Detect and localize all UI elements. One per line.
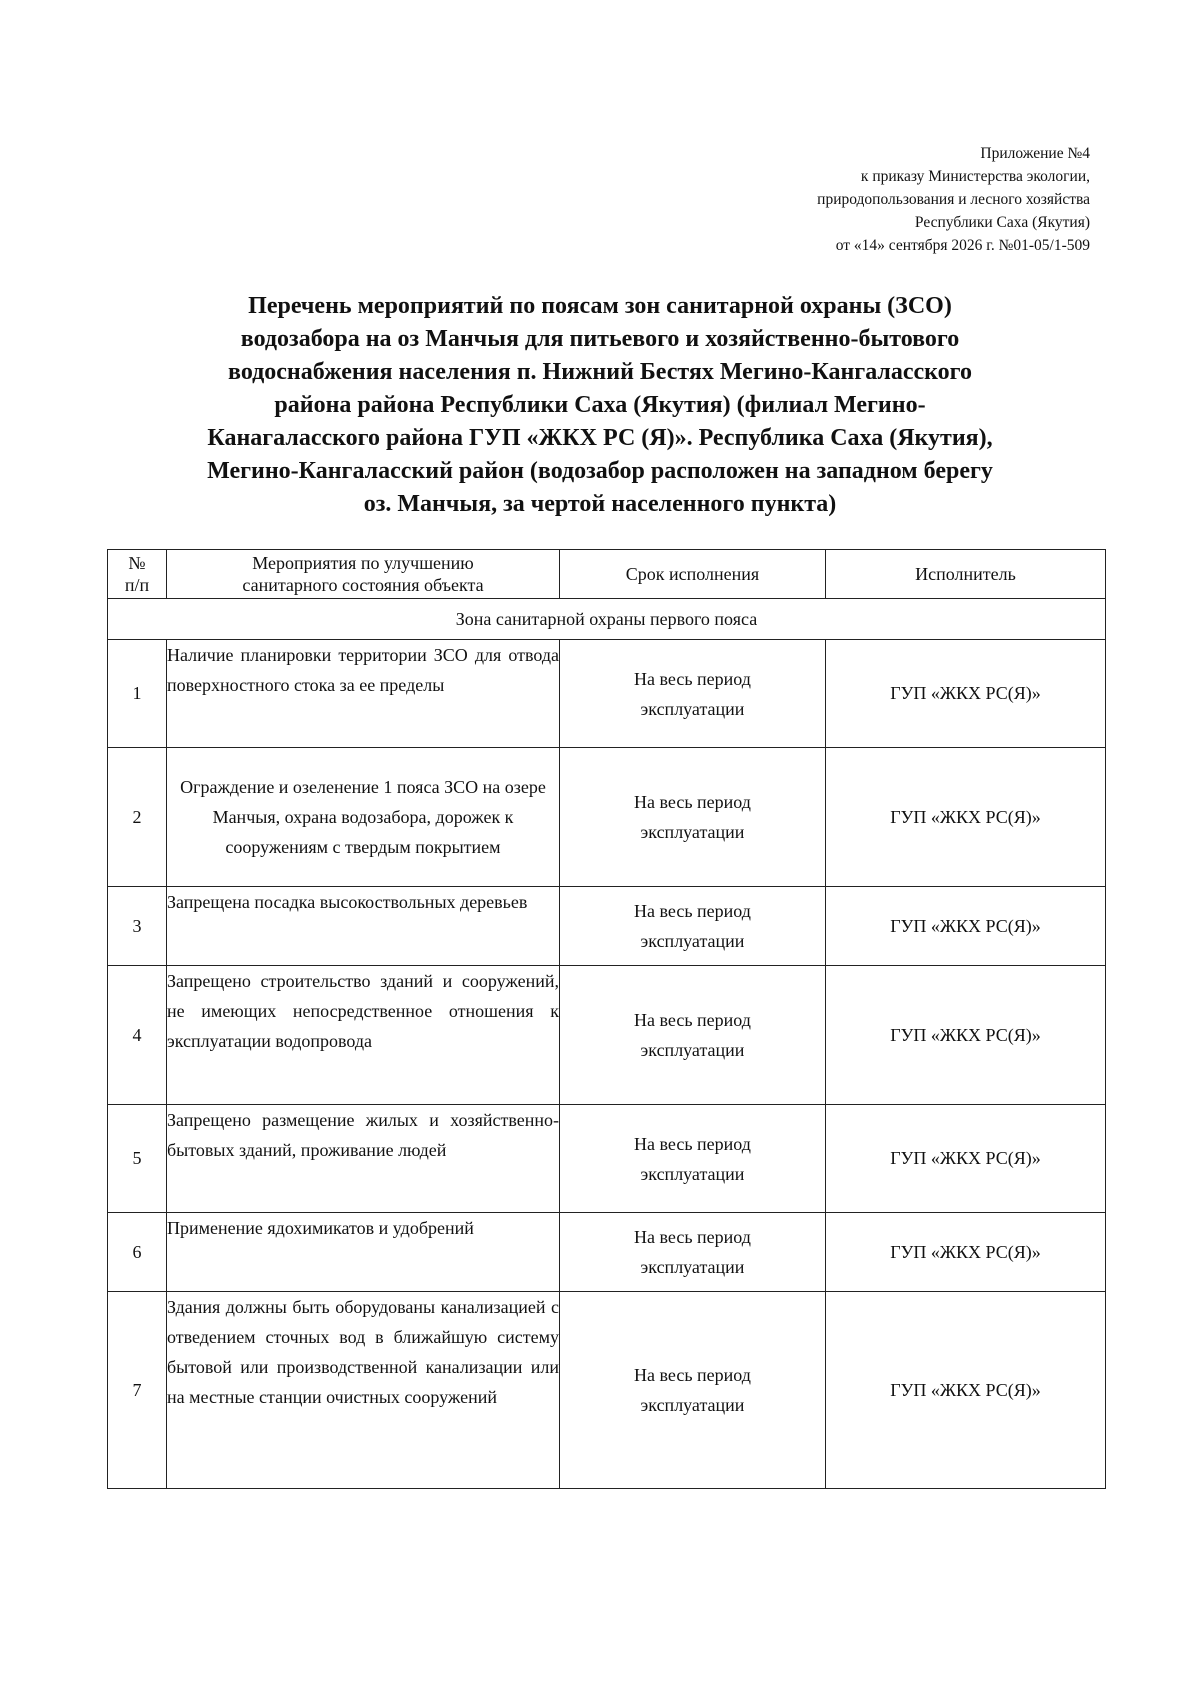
row-number: 2	[108, 748, 167, 887]
table-row	[108, 1105, 1106, 1213]
row-executor: ГУП «ЖКХ РС(Я)»	[826, 1292, 1106, 1489]
row-executor: ГУП «ЖКХ РС(Я)»	[826, 887, 1106, 966]
term-line: На весь период	[634, 1227, 751, 1247]
header-term: Срок исполнения	[560, 550, 826, 599]
row-term	[560, 640, 826, 748]
header-measure-line: Мероприятия по улучшению	[252, 553, 474, 573]
row-measure: Запрещено строительство зданий и сооружений, не имеющих непосредственное отношения к эксплуатации водопровода	[167, 966, 560, 1105]
appendix-line: к приказу Министерства экологии,	[860, 168, 1090, 185]
term-line: На весь период	[634, 1010, 751, 1030]
title-line: Перечень мероприятий по поясам зон санитарной охраны (ЗСО)	[248, 293, 952, 319]
term-line: эксплуатации	[640, 822, 745, 842]
row-number: 5	[108, 1105, 167, 1213]
term-line: эксплуатации	[640, 931, 745, 951]
term-line: эксплуатации	[640, 698, 745, 719]
measures-table	[107, 549, 1106, 1489]
appendix-line: природопользования и лесного хозяйства	[817, 191, 1090, 208]
appendix-note	[817, 142, 1090, 257]
term-line: На весь период	[634, 1133, 751, 1154]
zone-title: Зона санитарной охраны первого пояса	[108, 599, 1106, 640]
row-term	[560, 748, 826, 887]
term-line: На весь период	[634, 1365, 751, 1385]
appendix-line: Приложение №4	[980, 145, 1090, 162]
appendix-line: от «14» сентября 2026 г. №01-05/1-509	[835, 237, 1090, 254]
row-number: 7	[108, 1292, 167, 1489]
term-line: На весь период	[634, 668, 751, 689]
row-executor: ГУП «ЖКХ РС(Я)»	[826, 1213, 1106, 1292]
row-measure: Наличие планировки территории ЗСО для отвода поверхностного стока за ее пределы	[167, 640, 560, 748]
header-measure-line: санитарного состояния объекта	[242, 575, 484, 595]
table-header-row	[108, 550, 1106, 599]
row-measure: Ограждение и озеленение 1 пояса ЗСО на озере Манчыя, охрана водозабора, дорожек к сооружениям с твердым покрытием	[167, 748, 560, 887]
header-number-line: №	[128, 553, 146, 573]
row-term	[560, 1292, 826, 1489]
row-measure: Запрещена посадка высокоствольных деревьев	[167, 887, 560, 966]
zone-row	[108, 599, 1106, 640]
row-executor: ГУП «ЖКХ РС(Я)»	[826, 966, 1106, 1105]
title-line: Мегино-Кангаласский район (водозабор расположен на западном берегу	[207, 458, 993, 484]
title-line: водозабора на оз Манчыя для питьевого и хозяйственно-бытового	[240, 326, 960, 352]
term-line: На весь период	[634, 901, 751, 921]
row-number: 1	[108, 640, 167, 748]
table-row	[108, 966, 1106, 1105]
appendix-line: Республики Саха (Якутия)	[914, 214, 1090, 231]
table-row	[108, 887, 1106, 966]
header-measure	[167, 550, 560, 599]
term-line: эксплуатации	[640, 1040, 745, 1060]
title-line: оз. Манчыя, за чертой населенного пункта)	[363, 491, 837, 517]
row-executor: ГУП «ЖКХ РС(Я)»	[826, 1105, 1106, 1213]
row-term	[560, 887, 826, 966]
term-line: На весь период	[634, 792, 751, 812]
row-number: 6	[108, 1213, 167, 1292]
row-executor: ГУП «ЖКХ РС(Я)»	[826, 640, 1106, 748]
header-number-line: п/п	[124, 575, 150, 595]
term-line: эксплуатации	[640, 1395, 745, 1415]
title-line: района района Республики Саха (Якутия) (филиал Мегино-	[274, 392, 926, 418]
header-number	[108, 550, 167, 599]
row-measure: Запрещено размещение жилых и хозяйственно-бытовых зданий, проживание людей	[167, 1105, 560, 1213]
row-term	[560, 966, 826, 1105]
header-executor: Исполнитель	[826, 550, 1106, 599]
term-line: эксплуатации	[640, 1257, 745, 1277]
table-row	[108, 640, 1106, 748]
row-measure: Здания должны быть оборудованы канализацией с отведением сточных вод в ближайшую систему бытовой или производственной канализации или на местные станции очистных сооружений	[167, 1292, 560, 1489]
row-term	[560, 1105, 826, 1213]
term-line: эксплуатации	[640, 1163, 745, 1184]
row-number: 4	[108, 966, 167, 1105]
table-row	[108, 1292, 1106, 1489]
row-number: 3	[108, 887, 167, 966]
row-executor: ГУП «ЖКХ РС(Я)»	[826, 748, 1106, 887]
row-term	[560, 1213, 826, 1292]
document-title	[140, 290, 1060, 521]
row-measure: Применение ядохимикатов и удобрений	[167, 1213, 560, 1292]
title-line: водоснабжения населения п. Нижний Бестях Мегино-Кангаласского	[228, 359, 972, 385]
table-row	[108, 748, 1106, 887]
table-row	[108, 1213, 1106, 1292]
title-line: Канагаласского района ГУП «ЖКХ РС (Я)». Республика Саха (Якутия),	[207, 425, 993, 451]
